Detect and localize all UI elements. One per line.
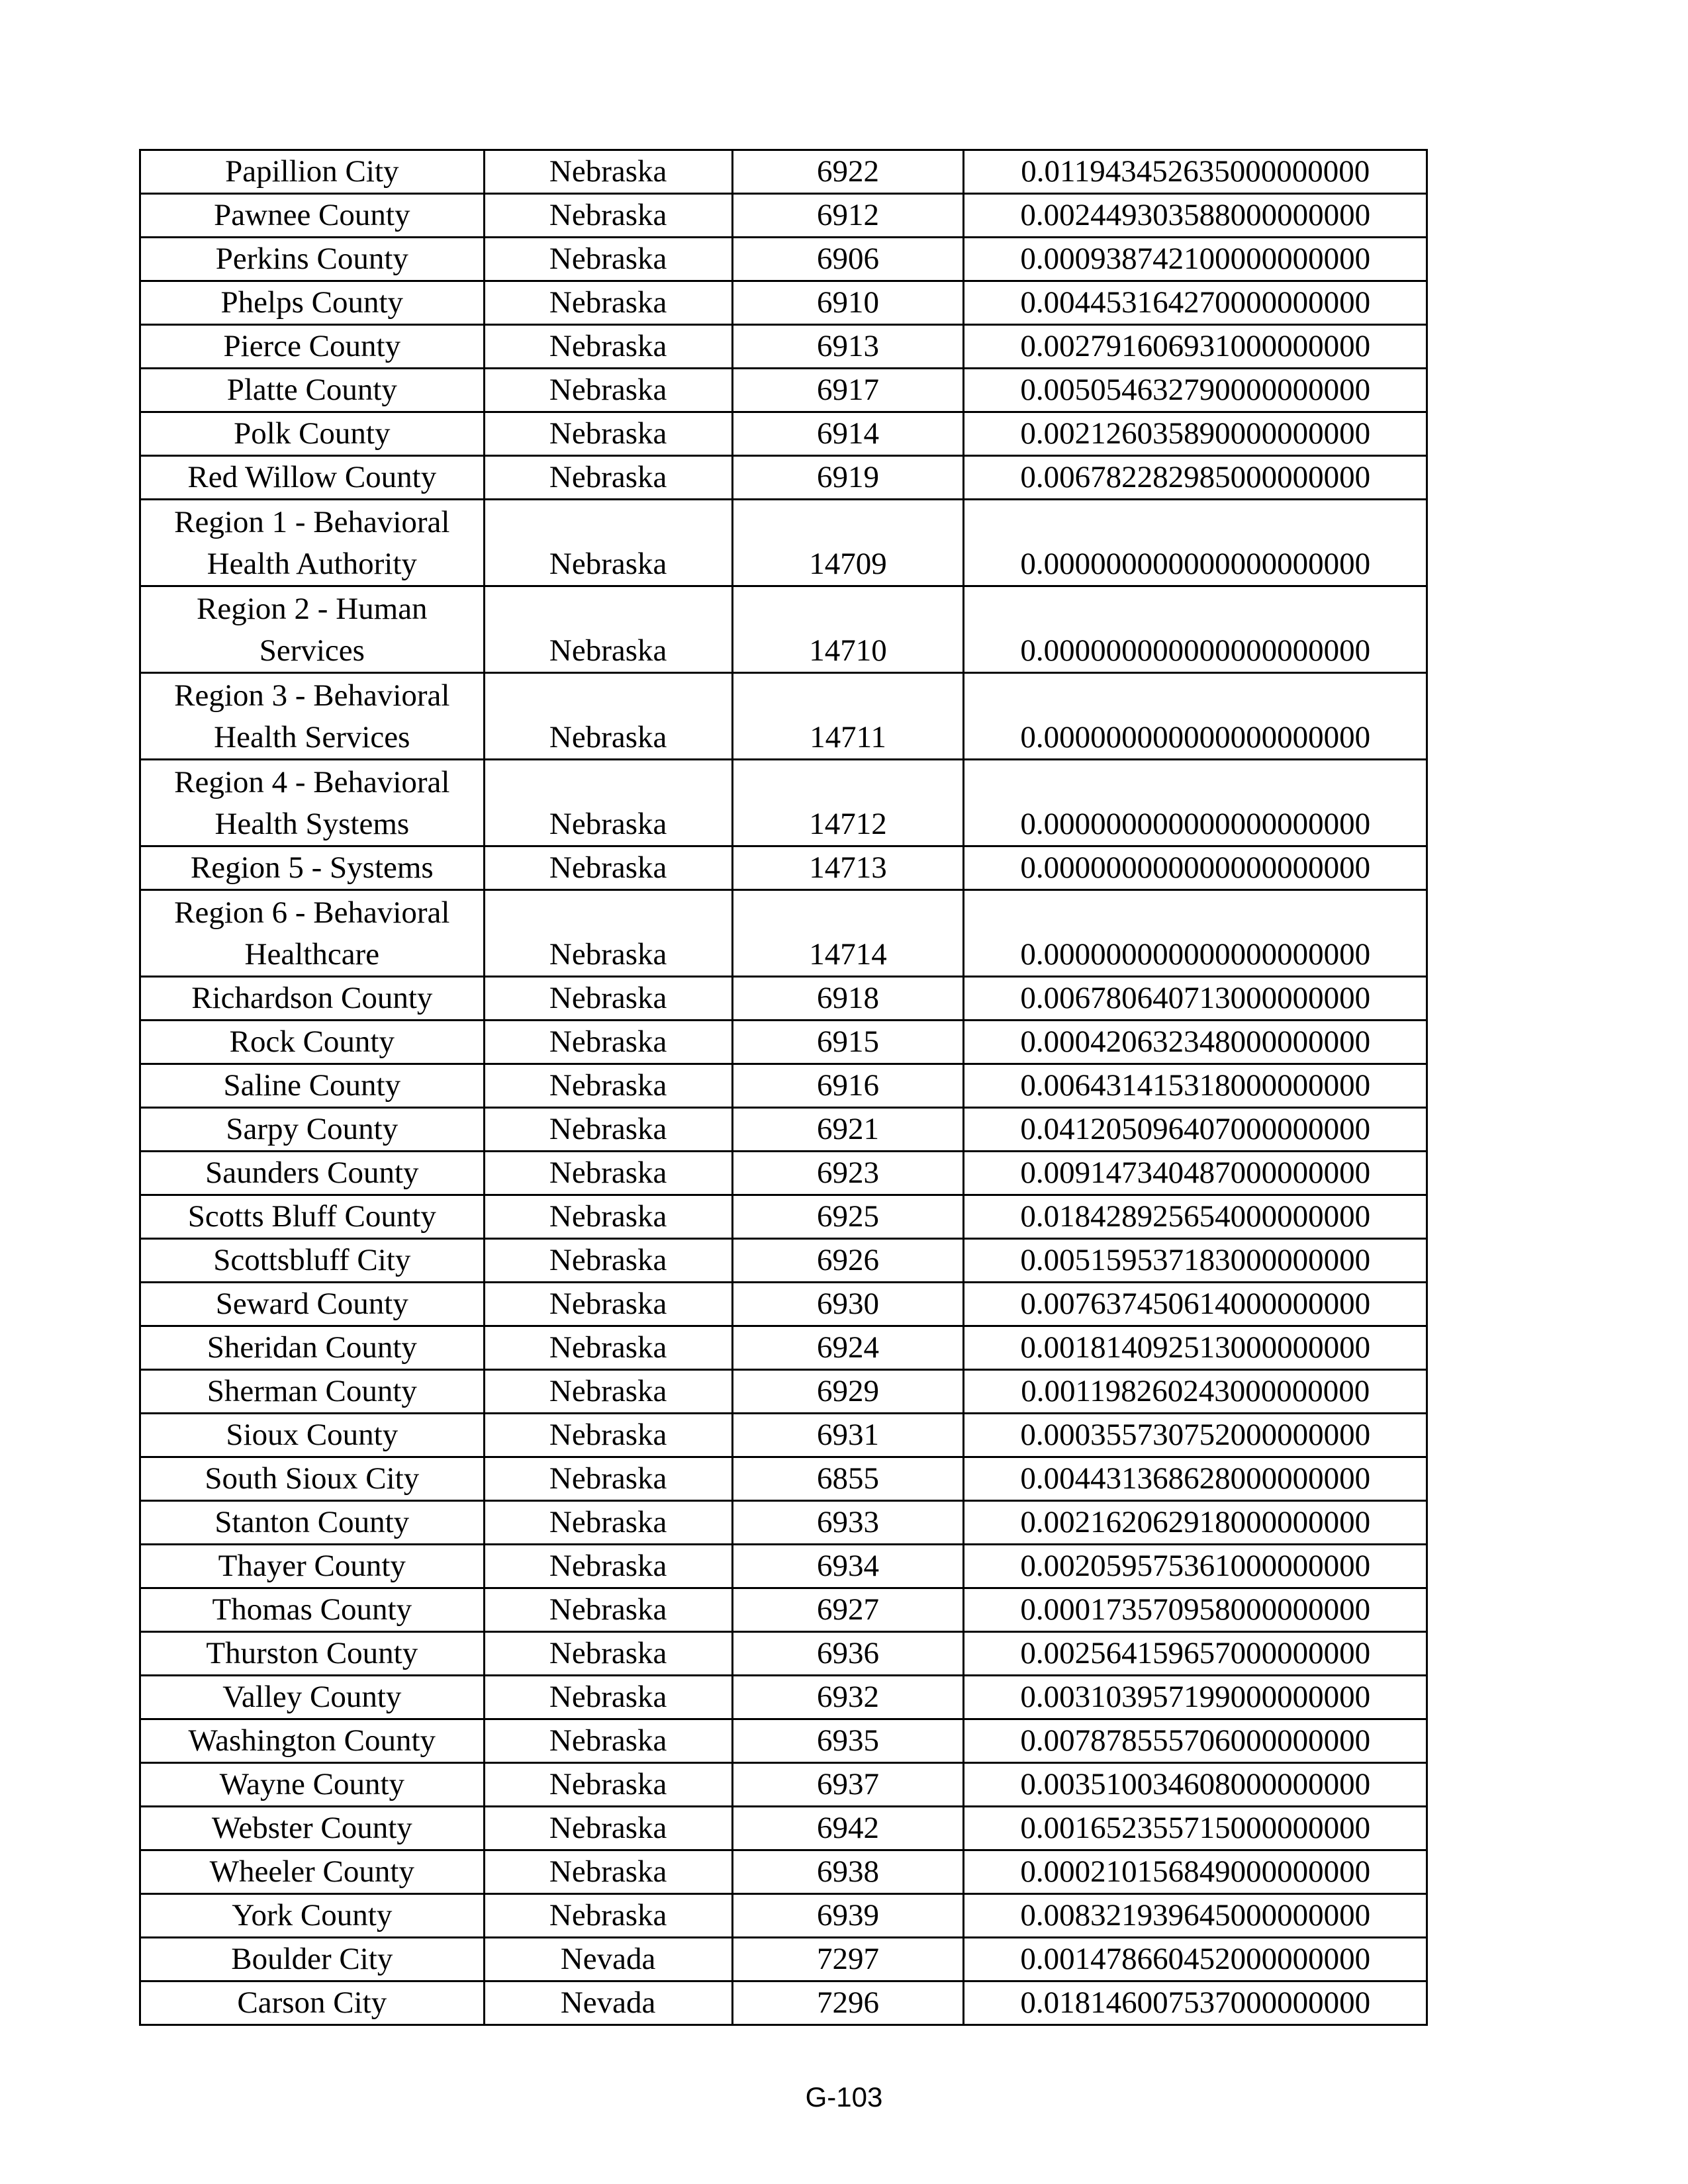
cell-name: Polk County [140,412,485,456]
table-row [140,1195,1427,1239]
cell-id: 6927 [732,1588,964,1632]
table-row [140,369,1427,412]
cell-id: 6910 [732,281,964,325]
cell-state: Nebraska [484,1370,732,1414]
cell-name: Region 5 - Systems [140,846,485,890]
cell-state: Nebraska [484,1501,732,1545]
cell-value: 0.002449303588000000000 [964,194,1427,238]
table-row [140,500,1427,586]
cell-state: Nebraska [484,412,732,456]
table-row [140,1763,1427,1807]
table-row [140,238,1427,281]
cell-state: Nebraska [484,281,732,325]
cell-name: Sarpy County [140,1108,485,1152]
table-row [140,1064,1427,1108]
table-row [140,1719,1427,1763]
cell-state: Nebraska [484,1894,732,1938]
table-row [140,586,1427,673]
cell-id: 7296 [732,1981,964,2025]
cell-value: 0.001814092513000000000 [964,1326,1427,1370]
table-row [140,412,1427,456]
cell-state: Nebraska [484,1326,732,1370]
table-row [140,1807,1427,1850]
table-row [140,673,1427,760]
page-number: G-103 [805,2081,883,2113]
cell-id: 6924 [732,1326,964,1370]
cell-name: Pawnee County [140,194,485,238]
cell-value: 0.000000000000000000000 [964,500,1427,586]
cell-state: Nebraska [484,1719,732,1763]
cell-id: 6926 [732,1239,964,1283]
table-row [140,1021,1427,1064]
cell-id: 14714 [732,890,964,977]
cell-state: Nebraska [484,500,732,586]
cell-id: 6916 [732,1064,964,1108]
cell-value: 0.008321939645000000000 [964,1894,1427,1938]
cell-name: Wayne County [140,1763,485,1807]
cell-state: Nebraska [484,760,732,846]
cell-name: Wheeler County [140,1850,485,1894]
cell-value: 0.003103957199000000000 [964,1676,1427,1719]
table-row [140,1457,1427,1501]
cell-name: Sheridan County [140,1326,485,1370]
cell-state: Nebraska [484,977,732,1021]
cell-state: Nebraska [484,1414,732,1457]
cell-value: 0.004431368628000000000 [964,1457,1427,1501]
cell-id: 6936 [732,1632,964,1676]
cell-name: Thomas County [140,1588,485,1632]
table-row [140,846,1427,890]
cell-value: 0.001652355715000000000 [964,1807,1427,1850]
cell-name: Scotts Bluff County [140,1195,485,1239]
table-row [140,456,1427,500]
table-row [140,194,1427,238]
cell-value: 0.000173570958000000000 [964,1588,1427,1632]
table-row [140,281,1427,325]
cell-value: 0.000000000000000000000 [964,760,1427,846]
cell-state: Nebraska [484,1239,732,1283]
table-row [140,1588,1427,1632]
cell-name: Sioux County [140,1414,485,1457]
cell-state: Nevada [484,1981,732,2025]
cell-name: Washington County [140,1719,485,1763]
cell-name: Boulder City [140,1938,485,1981]
cell-id: 6921 [732,1108,964,1152]
cell-state: Nebraska [484,1195,732,1239]
cell-value: 0.005054632790000000000 [964,369,1427,412]
cell-value: 0.002059575361000000000 [964,1545,1427,1588]
cell-value: 0.018146007537000000000 [964,1981,1427,2025]
cell-state: Nebraska [484,673,732,760]
cell-id: 6938 [732,1850,964,1894]
cell-id: 14712 [732,760,964,846]
cell-name: Thayer County [140,1545,485,1588]
cell-value: 0.000000000000000000000 [964,846,1427,890]
cell-value: 0.006782282985000000000 [964,456,1427,500]
cell-id: 6930 [732,1283,964,1326]
cell-id: 14713 [732,846,964,890]
cell-id: 7297 [732,1938,964,1981]
table-row [140,1632,1427,1676]
cell-state: Nebraska [484,1632,732,1676]
cell-value: 0.009147340487000000000 [964,1152,1427,1195]
cell-id: 6931 [732,1414,964,1457]
cell-id: 6942 [732,1807,964,1850]
table-row [140,150,1427,194]
cell-id: 6906 [732,238,964,281]
table-row [140,1108,1427,1152]
cell-value: 0.000355730752000000000 [964,1414,1427,1457]
cell-value: 0.000420632348000000000 [964,1021,1427,1064]
cell-value: 0.007878555706000000000 [964,1719,1427,1763]
cell-state: Nebraska [484,456,732,500]
cell-state: Nebraska [484,1545,732,1588]
cell-name: Perkins County [140,238,485,281]
cell-state: Nebraska [484,1283,732,1326]
cell-value: 0.000938742100000000000 [964,238,1427,281]
cell-state: Nebraska [484,369,732,412]
cell-name: Carson City [140,1981,485,2025]
cell-name: Saline County [140,1064,485,1108]
cell-name: Platte County [140,369,485,412]
cell-state: Nebraska [484,1064,732,1108]
table-row [140,760,1427,846]
cell-name: Region 4 - Behavioral Health Systems [140,760,485,846]
cell-id: 6922 [732,150,964,194]
cell-value: 0.006780640713000000000 [964,977,1427,1021]
cell-id: 6935 [732,1719,964,1763]
cell-state: Nebraska [484,846,732,890]
cell-name: Region 6 - Behavioral Healthcare [140,890,485,977]
cell-name: Webster County [140,1807,485,1850]
cell-state: Nebraska [484,150,732,194]
table-body [140,150,1427,2025]
cell-id: 6923 [732,1152,964,1195]
cell-value: 0.018428925654000000000 [964,1195,1427,1239]
cell-name: Phelps County [140,281,485,325]
cell-state: Nebraska [484,1850,732,1894]
cell-value: 0.000000000000000000000 [964,673,1427,760]
cell-value: 0.004453164270000000000 [964,281,1427,325]
cell-state: Nebraska [484,890,732,977]
cell-id: 6932 [732,1676,964,1719]
cell-value: 0.007637450614000000000 [964,1283,1427,1326]
cell-id: 6929 [732,1370,964,1414]
cell-name: Stanton County [140,1501,485,1545]
cell-id: 6933 [732,1501,964,1545]
allocation-table [139,149,1428,2026]
table-row [140,1239,1427,1283]
table-row [140,1152,1427,1195]
cell-name: Region 2 - Human Services [140,586,485,673]
cell-name: South Sioux City [140,1457,485,1501]
cell-value: 0.000000000000000000000 [964,890,1427,977]
cell-id: 6912 [732,194,964,238]
table-row [140,1283,1427,1326]
cell-name: Pierce County [140,325,485,369]
cell-id: 6913 [732,325,964,369]
cell-value: 0.011943452635000000000 [964,150,1427,194]
cell-value: 0.002791606931000000000 [964,325,1427,369]
table-row [140,1850,1427,1894]
table-row [140,1938,1427,1981]
table-row [140,1414,1427,1457]
table-row [140,1326,1427,1370]
cell-value: 0.002564159657000000000 [964,1632,1427,1676]
cell-id: 14710 [732,586,964,673]
cell-value: 0.005159537183000000000 [964,1239,1427,1283]
cell-name: Scottsbluff City [140,1239,485,1283]
cell-state: Nebraska [484,325,732,369]
table-row [140,1501,1427,1545]
cell-name: Papillion City [140,150,485,194]
cell-state: Nebraska [484,194,732,238]
cell-value: 0.001478660452000000000 [964,1938,1427,1981]
cell-state: Nebraska [484,1108,732,1152]
cell-name: Seward County [140,1283,485,1326]
cell-state: Nebraska [484,1807,732,1850]
cell-value: 0.000000000000000000000 [964,586,1427,673]
cell-name: Thurston County [140,1632,485,1676]
table-row [140,1676,1427,1719]
cell-name: Sherman County [140,1370,485,1414]
table-row [140,1894,1427,1938]
cell-id: 6919 [732,456,964,500]
cell-state: Nebraska [484,1152,732,1195]
cell-value: 0.041205096407000000000 [964,1108,1427,1152]
cell-state: Nebraska [484,586,732,673]
cell-state: Nebraska [484,1021,732,1064]
table-row [140,1545,1427,1588]
cell-id: 6925 [732,1195,964,1239]
cell-id: 6914 [732,412,964,456]
cell-id: 6934 [732,1545,964,1588]
cell-state: Nebraska [484,238,732,281]
cell-value: 0.002126035890000000000 [964,412,1427,456]
cell-name: Region 3 - Behavioral Health Services [140,673,485,760]
cell-state: Nebraska [484,1763,732,1807]
table-row [140,890,1427,977]
cell-name: Richardson County [140,977,485,1021]
cell-name: Rock County [140,1021,485,1064]
cell-id: 6918 [732,977,964,1021]
cell-id: 6917 [732,369,964,412]
table-row [140,1370,1427,1414]
cell-id: 6915 [732,1021,964,1064]
cell-value: 0.000210156849000000000 [964,1850,1427,1894]
cell-id: 6937 [732,1763,964,1807]
cell-id: 14709 [732,500,964,586]
cell-state: Nevada [484,1938,732,1981]
cell-name: Region 1 - Behavioral Health Authority [140,500,485,586]
cell-id: 6939 [732,1894,964,1938]
cell-value: 0.003510034608000000000 [964,1763,1427,1807]
cell-value: 0.001198260243000000000 [964,1370,1427,1414]
cell-state: Nebraska [484,1457,732,1501]
cell-name: Saunders County [140,1152,485,1195]
table-row [140,977,1427,1021]
cell-name: Red Willow County [140,456,485,500]
cell-state: Nebraska [484,1676,732,1719]
cell-state: Nebraska [484,1588,732,1632]
cell-name: Valley County [140,1676,485,1719]
cell-id: 14711 [732,673,964,760]
cell-value: 0.002162062918000000000 [964,1501,1427,1545]
table-row [140,325,1427,369]
cell-value: 0.006431415318000000000 [964,1064,1427,1108]
table-row [140,1981,1427,2025]
cell-name: York County [140,1894,485,1938]
cell-id: 6855 [732,1457,964,1501]
